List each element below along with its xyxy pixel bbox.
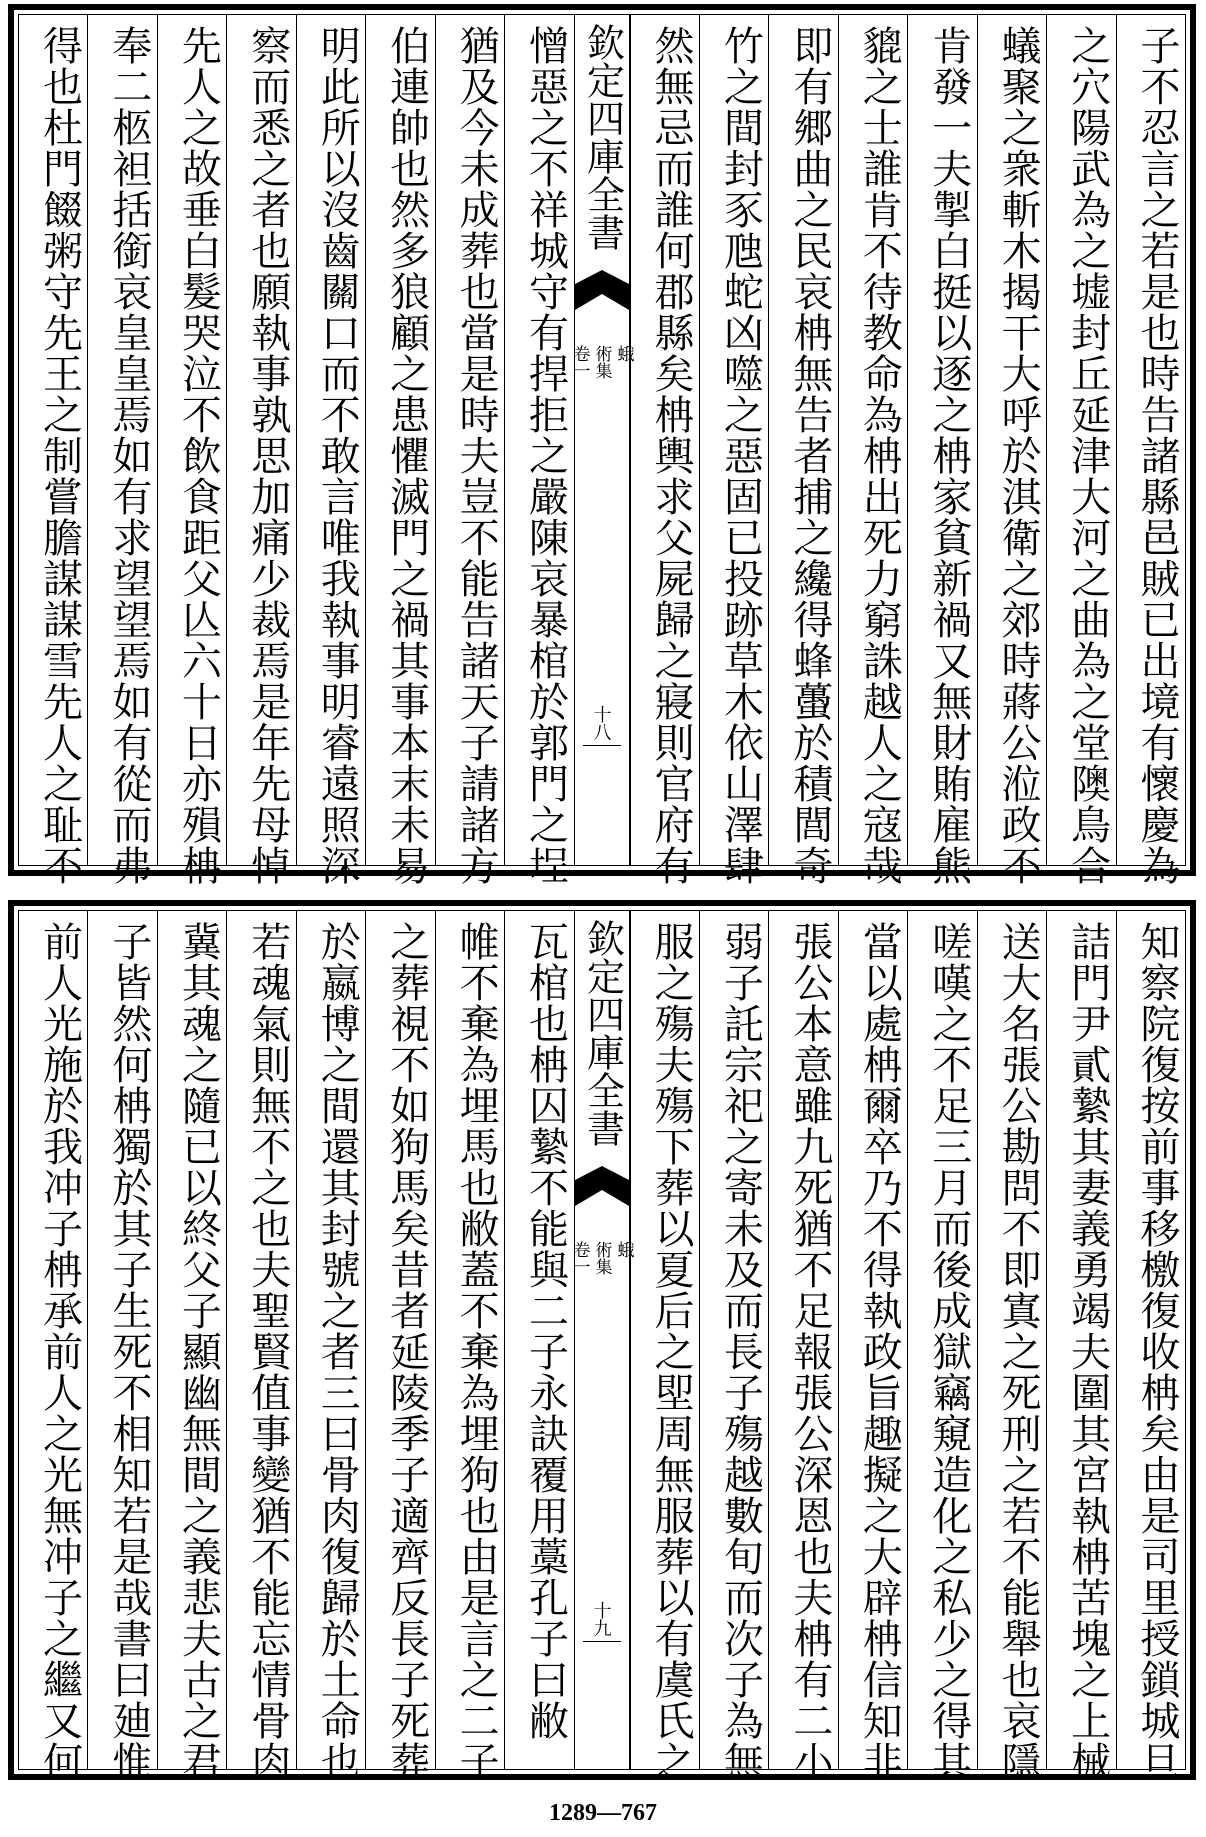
text-column: 然無忌而誰何郡縣矣柟輿求父屍歸之寢則官府有 — [630, 15, 699, 865]
text-column: 察而悉之者也願執事孰思加痛少裁焉是年先母悼 — [226, 15, 295, 865]
text-column: 肯發一夫掣白挺以逐之柟家貧新禍又無財賄雇熊 — [907, 15, 976, 865]
text-column: 前人光施於我冲子柟承前人之光無冲子之繼又何 — [36, 921, 83, 1782]
book-title-part: 術集 — [591, 345, 612, 379]
text-column: 詰門尹貳縶其妻義勇竭夫圍其宮執柟苦塊之上械 — [1046, 911, 1115, 1769]
text-column: 帷不棄為埋馬也敝蓋不棄為埋狗也由是言之二子 — [435, 911, 504, 1769]
page-footer-number: 1289—767 — [549, 1800, 657, 1826]
gutter-divider — [583, 1641, 621, 1642]
text-column: 冀其魂之隨已以終父子顯幽無間之義悲夫古之君 — [157, 911, 226, 1769]
text-column: 猶及今未成葬也當是時夫豈不能告諸天子請諸方 — [435, 15, 504, 865]
text-column: 知察院復按前事移檄復收柟矣由是司里授鎖城旦 — [1116, 911, 1185, 1769]
volume-label: 卷一 — [569, 1241, 590, 1275]
page-frame — [18, 14, 1186, 886]
text-column: 明此所以沒齒關口而不敢言唯我執事明睿遠照深 — [296, 15, 365, 865]
text-column: 瓦棺也柟囚縶不能與二子永訣覆用藁孔子曰敝 — [504, 911, 573, 1769]
collection-title: 欽定四庫全書 — [580, 23, 625, 251]
text-column: 得也杜門餟粥守先王之制嘗膽謀謀雪先人之耻不 — [36, 25, 83, 886]
page-number: 十九 — [590, 1601, 612, 1637]
text-column: 若魂氣則無不之也夫聖賢值事變猶不能忘情骨肉 — [226, 911, 295, 1769]
text-column: 憎惡之不祥城守有捍拒之嚴陳哀暴棺於郭門之埕 — [504, 15, 573, 865]
text-column: 貔之士誰肯不待教命為柟出死力窮誅越人之寇哉 — [838, 15, 907, 865]
text-column: 張公本意雖九死猶不足報張公深恩也夫柟有二小 — [768, 911, 837, 1769]
fish-tail-icon — [575, 1166, 629, 1206]
book-title-part: 蛾 — [613, 345, 634, 362]
text-column: 嗟嘆之不足三月而後成獄竊窺造化之私少之得其 — [907, 911, 976, 1769]
collection-title: 欽定四庫全書 — [580, 919, 625, 1147]
book-title — [569, 345, 634, 379]
text-column: 於嬴博之間還其封號之者三曰骨肉復歸於土命也 — [296, 911, 365, 1769]
book-title-part: 蛾 — [613, 1241, 634, 1258]
book-title-part: 術集 — [591, 1241, 612, 1275]
text-column: 送大名張公勘問不即寘之死刑之若不能舉也哀隱 — [977, 911, 1046, 1769]
volume-label: 卷一 — [569, 345, 590, 379]
text-column: 之葬視不如狗馬矣昔者延陵季子適齊反長子死葬 — [365, 911, 434, 1769]
text-column: 先人之故垂白髮哭泣不飲食距父亾六十日亦殞柟 — [157, 15, 226, 865]
text-column: 子皆然何柟獨於其子生死不相知若是哉書曰廸惟 — [87, 911, 156, 1769]
text-column: 竹之間封豕虺蛇凶噬之惡固已投跡草木依山澤肆 — [699, 15, 768, 865]
page-bottom — [8, 900, 1196, 1780]
text-column: 之穴陽武為之墟封丘延津大河之曲為之堂隩鳥合 — [1046, 15, 1115, 865]
page-frame — [18, 910, 1186, 1782]
center-gutter — [569, 911, 634, 1769]
page-top — [8, 4, 1196, 886]
fish-tail-icon — [575, 270, 629, 310]
text-column: 當以處柟爾卒乃不得執政旨趣擬之大辟柟信知非 — [838, 911, 907, 1769]
text-column: 服之殤夫殤下葬以夏后之堲周無服葬以有虞氏之 — [630, 911, 699, 1769]
text-column: 伯連帥也然多狼顧之患懼滅門之禍其事本末未易 — [365, 15, 434, 865]
gutter-divider — [583, 745, 621, 746]
text-column: 即有郷曲之民哀柟無告者捕之纔得蜂蠆於積閭奇 — [768, 15, 837, 865]
page-number: 十八 — [590, 705, 612, 741]
center-gutter — [569, 15, 634, 865]
text-column: 子不忍言之若是也時告諸縣邑賊已出境有懷慶為 — [1116, 15, 1185, 865]
text-column: 弱子託宗祀之寄未及而長子殤越數旬而次子為無 — [699, 911, 768, 1769]
book-title — [569, 1241, 634, 1275]
text-column: 蟻聚之衆斬木揭干大呼於淇衛之郊時蔣公涖政不 — [977, 15, 1046, 865]
text-column: 奉二柩袒括銜哀皇皇焉如有求望望焉如有從而弗 — [87, 15, 156, 865]
